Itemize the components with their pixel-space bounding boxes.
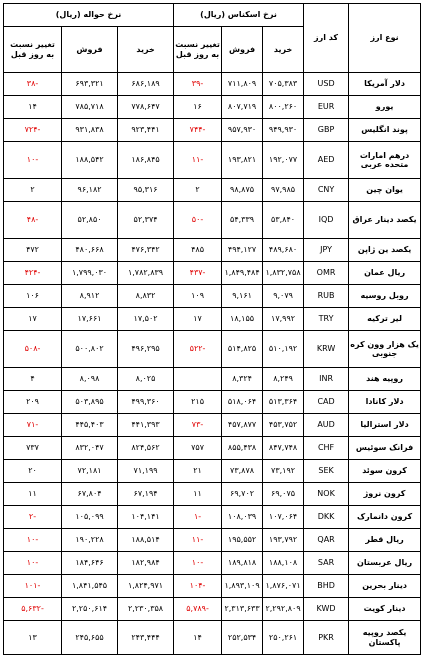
table-row	[4, 552, 421, 575]
cash-change-cell: ۲۱	[174, 460, 222, 483]
transfer-change-cell: -۲	[4, 506, 62, 529]
cash-sell-cell: ۸۰۷,۷۱۹	[222, 96, 263, 119]
cash-change-cell: -۱۱	[174, 142, 222, 179]
currency-code-cell: SAR	[304, 552, 349, 575]
transfer-change-cell: -۳۸	[4, 73, 62, 96]
cash-change-cell: -۱۰	[174, 552, 222, 575]
cash-change-cell: -۵,۷۸۹	[174, 598, 222, 621]
table-row	[4, 529, 421, 552]
transfer-sell-cell: ۹۳۱,۸۳۸	[62, 119, 118, 142]
transfer-buy-cell: ۱۸۲,۹۸۴	[118, 552, 174, 575]
header-transfer-buy: خرید	[118, 27, 174, 73]
cash-buy-cell: ۵۱۳,۳۶۴	[263, 391, 304, 414]
currency-code-cell: KWD	[304, 598, 349, 621]
transfer-sell-cell: ۲,۲۵۰,۶۱۴	[62, 598, 118, 621]
currency-name-cell: دلار استرالیا	[349, 414, 421, 437]
table-row	[4, 142, 421, 179]
transfer-buy-cell: ۸,۰۲۵	[118, 368, 174, 391]
header-transfer-sell: فروش	[62, 27, 118, 73]
table-row	[4, 437, 421, 460]
cash-sell-cell: ۱۹۵,۵۵۲	[222, 529, 263, 552]
transfer-change-cell: ۱۷	[4, 308, 62, 331]
currency-name-cell: دینار کویت	[349, 598, 421, 621]
cash-buy-cell: ۵۱۰,۱۹۲	[263, 331, 304, 368]
cash-sell-cell: ۱۹۳,۸۲۱	[222, 142, 263, 179]
cash-buy-cell: ۸۰۰,۲۶۰	[263, 96, 304, 119]
currency-name-cell: درهم امارات متحده عربی	[349, 142, 421, 179]
transfer-sell-cell: ۹۶,۱۸۲	[62, 179, 118, 202]
cash-sell-cell: ۹۵۷,۹۳۰	[222, 119, 263, 142]
table-row	[4, 331, 421, 368]
cash-buy-cell: ۱۸۸,۱۰۸	[263, 552, 304, 575]
transfer-change-cell: -۱۰	[4, 142, 62, 179]
cash-buy-cell: ۱,۸۷۶,۰۷۱	[263, 575, 304, 598]
currency-code-cell: NOK	[304, 483, 349, 506]
currency-code-cell: JPY	[304, 239, 349, 262]
cash-change-cell: -۱۰۴	[174, 575, 222, 598]
header-currency-code: کد ارز	[304, 4, 349, 73]
transfer-change-cell: ۱۳	[4, 621, 62, 655]
transfer-buy-cell: ۹۵,۳۱۶	[118, 179, 174, 202]
currency-code-cell: BHD	[304, 575, 349, 598]
transfer-buy-cell: ۱۰۴,۱۴۱	[118, 506, 174, 529]
cash-sell-cell: ۹,۱۶۱	[222, 285, 263, 308]
cash-change-cell: -۱۱	[174, 529, 222, 552]
cash-change-cell: -۴۳۷	[174, 262, 222, 285]
cash-change-cell: -۷۳	[174, 414, 222, 437]
cash-change-cell: -۳۹	[174, 73, 222, 96]
transfer-change-cell: ۲۰۹	[4, 391, 62, 414]
transfer-sell-cell: ۵۰۳,۸۹۵	[62, 391, 118, 414]
transfer-buy-cell: ۱,۸۲۴,۹۷۱	[118, 575, 174, 598]
cash-buy-cell: ۵۳,۸۴۰	[263, 202, 304, 239]
transfer-sell-cell: ۸,۹۱۲	[62, 285, 118, 308]
currency-code-cell: KRW	[304, 331, 349, 368]
cash-buy-cell: ۷۳,۱۹۲	[263, 460, 304, 483]
transfer-change-cell: ۱۱	[4, 483, 62, 506]
header-transfer-change: تغییر نسبت به روز قبل	[4, 27, 62, 73]
header-cash-change: تغییر نسبت به روز قبل	[174, 27, 222, 73]
transfer-buy-cell: ۱,۷۸۲,۸۳۹	[118, 262, 174, 285]
cash-buy-cell: ۴۸۹,۶۸۰	[263, 239, 304, 262]
transfer-change-cell: -۱۰۱	[4, 575, 62, 598]
cash-sell-cell: ۲,۳۱۳,۶۳۳	[222, 598, 263, 621]
transfer-sell-cell: ۸,۰۹۸	[62, 368, 118, 391]
currency-code-cell: AUD	[304, 414, 349, 437]
transfer-sell-cell: ۶۹۳,۳۲۱	[62, 73, 118, 96]
transfer-buy-cell: ۴۷۶,۳۴۲	[118, 239, 174, 262]
cash-change-cell: ۴۸۵	[174, 239, 222, 262]
transfer-buy-cell: ۵۲,۳۷۴	[118, 202, 174, 239]
currency-code-cell: SEK	[304, 460, 349, 483]
currency-name-cell: پوند انگلیس	[349, 119, 421, 142]
currency-name-cell: ریال عربستان	[349, 552, 421, 575]
currency-code-cell: GBP	[304, 119, 349, 142]
cash-buy-cell: ۹۴۹,۹۳۰	[263, 119, 304, 142]
currency-name-cell: دلار کانادا	[349, 391, 421, 414]
cash-change-cell: ۱۶	[174, 96, 222, 119]
currency-name-cell: ریال عمان	[349, 262, 421, 285]
table-row	[4, 73, 421, 96]
currency-name-cell: یکصد ین ژاپن	[349, 239, 421, 262]
cash-sell-cell: ۱۸,۱۵۵	[222, 308, 263, 331]
cash-buy-cell: ۷۰۵,۳۸۳	[263, 73, 304, 96]
table-row	[4, 119, 421, 142]
table-row	[4, 96, 421, 119]
table-row	[4, 262, 421, 285]
cash-sell-cell: ۱۸۹,۸۱۸	[222, 552, 263, 575]
cash-change-cell: ۱۰۹	[174, 285, 222, 308]
currency-code-cell: CAD	[304, 391, 349, 414]
transfer-sell-cell: ۵۰۰,۸۰۲	[62, 331, 118, 368]
cash-buy-cell: ۲۵۰,۲۶۱	[263, 621, 304, 655]
cash-sell-cell: ۲۵۲,۵۳۴	[222, 621, 263, 655]
transfer-sell-cell: ۴۸۰,۶۶۸	[62, 239, 118, 262]
currency-code-cell: CHF	[304, 437, 349, 460]
cash-buy-cell: ۱۹۳,۷۹۲	[263, 529, 304, 552]
cash-sell-cell: ۵۱۴,۸۲۵	[222, 331, 263, 368]
currency-code-cell: OMR	[304, 262, 349, 285]
header-cash-sell: فروش	[222, 27, 263, 73]
table-row	[4, 598, 421, 621]
transfer-change-cell: ۲۰	[4, 460, 62, 483]
cash-sell-cell: ۱۰۸,۰۳۹	[222, 506, 263, 529]
currency-name-cell: روبل روسیه	[349, 285, 421, 308]
table-row	[4, 460, 421, 483]
cash-change-cell: ۱۱	[174, 483, 222, 506]
header-currency-type: نوع ارز	[349, 4, 421, 73]
cash-change-cell: -۷۴۴	[174, 119, 222, 142]
cash-change-cell: ۲	[174, 179, 222, 202]
transfer-buy-cell: ۷۱,۱۹۹	[118, 460, 174, 483]
transfer-buy-cell: ۶۷,۱۹۴	[118, 483, 174, 506]
table-row	[4, 202, 421, 239]
currency-name-cell: فرانک سوئیس	[349, 437, 421, 460]
transfer-buy-cell: ۲,۲۳۰,۳۵۸	[118, 598, 174, 621]
transfer-sell-cell: ۵۲,۸۵۰	[62, 202, 118, 239]
cash-buy-cell: ۹,۰۷۹	[263, 285, 304, 308]
currency-code-cell: PKR	[304, 621, 349, 655]
transfer-buy-cell: ۸۲۴,۵۶۲	[118, 437, 174, 460]
currency-code-cell: DKK	[304, 506, 349, 529]
currency-name-cell: یکصد دینار عراق	[349, 202, 421, 239]
cash-change-cell: ۱۷	[174, 308, 222, 331]
transfer-sell-cell: ۶۷,۸۰۴	[62, 483, 118, 506]
currency-rate-table	[3, 3, 421, 655]
currency-code-cell: TRY	[304, 308, 349, 331]
cash-sell-cell: ۶۹,۷۰۲	[222, 483, 263, 506]
currency-name-cell: لیر ترکیه	[349, 308, 421, 331]
currency-code-cell: QAR	[304, 529, 349, 552]
table-row	[4, 179, 421, 202]
transfer-buy-cell: ۱۷,۵۰۲	[118, 308, 174, 331]
cash-buy-cell: ۱,۸۳۲,۷۵۸	[263, 262, 304, 285]
cash-sell-cell: ۴۹۴,۱۲۷	[222, 239, 263, 262]
currency-name-cell: کرون سوئد	[349, 460, 421, 483]
currency-code-cell: IQD	[304, 202, 349, 239]
transfer-buy-cell: ۲۴۳,۴۴۴	[118, 621, 174, 655]
transfer-sell-cell: ۲۴۵,۶۵۵	[62, 621, 118, 655]
currency-rate-table-wrapper	[3, 3, 421, 655]
transfer-change-cell: ۴۷۲	[4, 239, 62, 262]
transfer-sell-cell: ۸۳۲,۰۴۷	[62, 437, 118, 460]
transfer-change-cell: ۷۳۷	[4, 437, 62, 460]
cash-change-cell	[174, 368, 222, 391]
table-row	[4, 621, 421, 655]
currency-name-cell: دلار آمریکا	[349, 73, 421, 96]
transfer-sell-cell: ۷۸۵,۷۱۸	[62, 96, 118, 119]
cash-buy-cell: ۲,۲۹۲,۸۰۹	[263, 598, 304, 621]
table-row	[4, 368, 421, 391]
transfer-sell-cell: ۱,۸۴۱,۵۴۵	[62, 575, 118, 598]
transfer-change-cell: -۵۰۸	[4, 331, 62, 368]
currency-name-cell: کرون دانمارک	[349, 506, 421, 529]
cash-buy-cell: ۶۹,۰۷۵	[263, 483, 304, 506]
currency-code-cell: AED	[304, 142, 349, 179]
currency-name-cell: دینار بحرین	[349, 575, 421, 598]
currency-code-cell: USD	[304, 73, 349, 96]
transfer-change-cell: -۵,۶۳۲	[4, 598, 62, 621]
cash-buy-cell: ۱۰۷,۰۶۴	[263, 506, 304, 529]
cash-change-cell: ۲۱۵	[174, 391, 222, 414]
transfer-change-cell: ۴	[4, 368, 62, 391]
cash-buy-cell: ۹۷,۹۸۵	[263, 179, 304, 202]
transfer-buy-cell: ۱۸۸,۵۱۴	[118, 529, 174, 552]
transfer-sell-cell: ۱۸۴,۶۴۶	[62, 552, 118, 575]
table-row	[4, 483, 421, 506]
table-row	[4, 575, 421, 598]
header-cash-buy: خرید	[263, 27, 304, 73]
cash-sell-cell: ۱,۸۹۳,۱۰۹	[222, 575, 263, 598]
transfer-sell-cell: ۷۲,۱۸۱	[62, 460, 118, 483]
currency-name-cell: روپیه هند	[349, 368, 421, 391]
currency-name-cell: یورو	[349, 96, 421, 119]
cash-sell-cell: ۷۱۱,۸۰۹	[222, 73, 263, 96]
transfer-buy-cell: ۴۹۹,۳۶۰	[118, 391, 174, 414]
transfer-sell-cell: ۱,۷۹۹,۰۳۰	[62, 262, 118, 285]
transfer-change-cell: -۱۰	[4, 529, 62, 552]
cash-buy-cell: ۱۷,۹۹۲	[263, 308, 304, 331]
currency-name-cell: یک هزار وون کره جنوبی	[349, 331, 421, 368]
cash-change-cell: ۷۵۷	[174, 437, 222, 460]
cash-change-cell: -۱	[174, 506, 222, 529]
cash-sell-cell: ۹۸,۸۷۵	[222, 179, 263, 202]
currency-code-cell: CNY	[304, 179, 349, 202]
transfer-change-cell: -۷۱	[4, 414, 62, 437]
table-row	[4, 391, 421, 414]
transfer-change-cell: ۱۴	[4, 96, 62, 119]
transfer-buy-cell: ۱۸۶,۸۴۵	[118, 142, 174, 179]
currency-code-cell: INR	[304, 368, 349, 391]
transfer-change-cell: -۷۲۴	[4, 119, 62, 142]
cash-change-cell: ۱۴	[174, 621, 222, 655]
cash-change-cell: -۵۲۲	[174, 331, 222, 368]
table-row	[4, 239, 421, 262]
transfer-change-cell: ۱۰۶	[4, 285, 62, 308]
cash-sell-cell: ۴۵۷,۸۷۷	[222, 414, 263, 437]
cash-buy-cell: ۸۴۷,۷۴۸	[263, 437, 304, 460]
cash-buy-cell: ۴۵۳,۷۵۲	[263, 414, 304, 437]
transfer-buy-cell: ۶۸۶,۱۸۹	[118, 73, 174, 96]
rate-table-body	[4, 73, 421, 655]
transfer-change-cell: -۴۲۴	[4, 262, 62, 285]
currency-name-cell: کرون نروژ	[349, 483, 421, 506]
transfer-sell-cell: ۱۰۵,۰۹۹	[62, 506, 118, 529]
transfer-buy-cell: ۸,۸۳۲	[118, 285, 174, 308]
cash-sell-cell: ۱,۸۴۹,۴۸۴	[222, 262, 263, 285]
cash-sell-cell: ۵۴,۳۳۹	[222, 202, 263, 239]
currency-name-cell: یوان چین	[349, 179, 421, 202]
transfer-change-cell: -۱۰	[4, 552, 62, 575]
transfer-sell-cell: ۴۴۵,۴۰۳	[62, 414, 118, 437]
transfer-sell-cell: ۱۸۸,۵۴۲	[62, 142, 118, 179]
transfer-change-cell: -۴۸	[4, 202, 62, 239]
cash-buy-cell: ۱۹۲,۰۷۷	[263, 142, 304, 179]
table-row	[4, 308, 421, 331]
cash-buy-cell: ۸,۲۴۹	[263, 368, 304, 391]
header-transfer-rate: نرخ حواله (ریال)	[4, 4, 174, 27]
currency-name-cell: یکصد روپیه پاکستان	[349, 621, 421, 655]
currency-code-cell: RUB	[304, 285, 349, 308]
transfer-buy-cell: ۴۹۶,۲۹۵	[118, 331, 174, 368]
transfer-buy-cell: ۷۷۸,۶۴۷	[118, 96, 174, 119]
cash-sell-cell: ۸,۳۲۴	[222, 368, 263, 391]
transfer-sell-cell: ۱۷,۶۶۱	[62, 308, 118, 331]
transfer-sell-cell: ۱۹۰,۲۲۸	[62, 529, 118, 552]
transfer-buy-cell: ۴۴۱,۳۹۳	[118, 414, 174, 437]
table-row	[4, 506, 421, 529]
cash-sell-cell: ۷۳,۸۷۸	[222, 460, 263, 483]
table-row	[4, 414, 421, 437]
currency-name-cell: ریال قطر	[349, 529, 421, 552]
currency-code-cell: EUR	[304, 96, 349, 119]
transfer-buy-cell: ۹۲۳,۴۴۱	[118, 119, 174, 142]
cash-sell-cell: ۸۵۵,۴۳۸	[222, 437, 263, 460]
header-cash-rate: نرخ اسکناس (ریال)	[174, 4, 304, 27]
transfer-change-cell: ۲	[4, 179, 62, 202]
table-row	[4, 285, 421, 308]
cash-sell-cell: ۵۱۸,۰۶۴	[222, 391, 263, 414]
cash-change-cell: -۵۰	[174, 202, 222, 239]
